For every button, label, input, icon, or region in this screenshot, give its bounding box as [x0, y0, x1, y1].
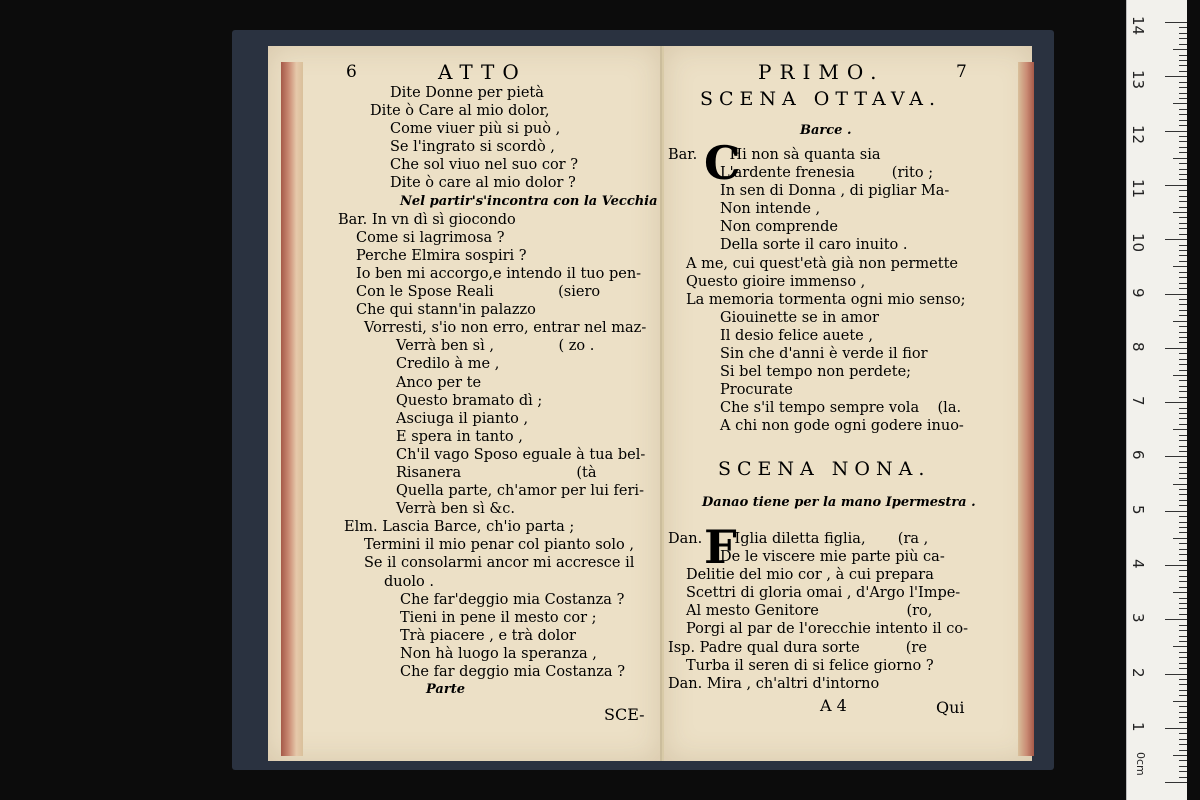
ruler-tick	[1179, 359, 1187, 360]
ruler-tick	[1179, 760, 1187, 761]
ruler-tick	[1179, 391, 1187, 392]
ruler-label: 3	[1129, 613, 1147, 623]
ruler-tick	[1179, 60, 1187, 61]
ruler-tick	[1165, 456, 1187, 457]
verse-line: A chi non gode ogni godere inuo-	[720, 418, 964, 435]
ruler-tick	[1165, 185, 1187, 186]
ruler-tick	[1179, 712, 1187, 713]
ruler-tick	[1179, 706, 1187, 707]
verse-line: Termini il mio penar col pianto solo ,	[364, 537, 634, 554]
ruler-tick	[1179, 543, 1187, 544]
ruler-tick	[1179, 657, 1187, 658]
ruler-tick	[1173, 103, 1187, 104]
ruler-tick	[1179, 467, 1187, 468]
signature-mark: A 4	[820, 696, 847, 715]
ruler-tick	[1179, 494, 1187, 495]
ruler-tick	[1179, 315, 1187, 316]
ruler-tick	[1179, 549, 1187, 550]
ruler-tick	[1179, 277, 1187, 278]
verse-line: Non hà luogo la speranza ,	[400, 645, 597, 662]
verse-line: Come viuer più si può ,	[390, 121, 561, 138]
ruler-tick	[1179, 87, 1187, 88]
ruler-tick	[1165, 782, 1187, 783]
ruler-tick	[1179, 234, 1187, 235]
ruler-tick	[1179, 337, 1187, 338]
ruler-tick	[1179, 38, 1187, 39]
verse-line: Il desio felice auete ,	[720, 327, 873, 344]
ruler-tick	[1179, 179, 1187, 180]
ruler-tick	[1179, 27, 1187, 28]
ruler-tick	[1179, 489, 1187, 490]
ruler-tick	[1179, 522, 1187, 523]
ruler-tick	[1173, 484, 1187, 485]
ruler-tick	[1179, 722, 1187, 723]
ruler-tick	[1179, 245, 1187, 246]
verse-line: Della sorte il caro inuito .	[720, 237, 908, 254]
ruler-label: 5	[1129, 504, 1147, 515]
ruler-tick	[1165, 402, 1187, 403]
ruler-label: 6	[1129, 450, 1147, 460]
ruler-tick	[1179, 733, 1187, 734]
measurement-ruler	[1126, 0, 1187, 800]
ruler-tick	[1179, 516, 1187, 517]
ruler-tick	[1179, 109, 1187, 110]
verse-line: Verrà ben sì , ( zo .	[396, 338, 595, 355]
left-catchword: SCE-	[604, 705, 645, 724]
scene-8-text	[668, 146, 966, 436]
ruler-tick	[1173, 701, 1187, 702]
ruler-tick	[1179, 641, 1187, 642]
ruler-tick	[1179, 174, 1187, 175]
ruler-tick	[1179, 473, 1187, 474]
verse-line: A me, cui quest'età già non permette	[686, 255, 959, 272]
verse-line: Si bel tempo non perdete;	[720, 364, 912, 381]
ruler-tick	[1173, 538, 1187, 539]
ruler-tick	[1179, 744, 1187, 745]
ruler-tick	[1173, 158, 1187, 159]
verse-line: Dite Donne per pietà	[390, 85, 544, 101]
ruler-tick	[1179, 684, 1187, 685]
ruler-label: 1	[1129, 721, 1147, 732]
ruler-tick	[1179, 71, 1187, 72]
verse-line: Questo bramato dì ;	[396, 392, 543, 409]
ruler-tick	[1179, 608, 1187, 609]
ruler-label: 12	[1129, 124, 1147, 144]
verse-line: Che sol viuo nel suo cor ?	[390, 157, 578, 174]
ruler-tick	[1179, 326, 1187, 327]
ruler-tick	[1179, 147, 1187, 148]
left-page-text	[338, 84, 658, 699]
left-page-number: 6	[346, 62, 357, 82]
ruler-tick	[1179, 288, 1187, 289]
right-page-number: 7	[956, 62, 967, 82]
ruler-tick	[1179, 332, 1187, 333]
ruler-tick	[1173, 49, 1187, 50]
ruler-tick	[1179, 462, 1187, 463]
ruler-tick	[1179, 598, 1187, 599]
ruler-tick	[1179, 630, 1187, 631]
verse-line: In sen di Donna , di pigliar Ma-	[720, 183, 950, 200]
ruler-tick	[1179, 141, 1187, 142]
ruler-tick	[1165, 728, 1187, 729]
ruler-tick	[1179, 310, 1187, 311]
ruler-tick	[1179, 228, 1187, 229]
ruler-label: 13	[1129, 70, 1147, 90]
ruler-tick	[1165, 348, 1187, 349]
scene-8-character: Barce .	[800, 123, 852, 138]
ruler-tick	[1179, 695, 1187, 696]
verse-line: Trà piacere , e trà dolor	[400, 627, 576, 644]
ruler-tick	[1179, 505, 1187, 506]
ruler-tick	[1173, 592, 1187, 593]
ruler-tick	[1179, 190, 1187, 191]
verse-line: Se l'ingrato si scordò ,	[390, 139, 555, 156]
scene-9-text	[668, 530, 968, 693]
ruler-tick	[1173, 212, 1187, 213]
verse-line: Dan. Iglia diletta figlia, (ra ,	[668, 531, 929, 547]
verse-line: Sin che d'anni è verde il fior	[720, 346, 928, 363]
verse-line: Asciuga il pianto ,	[396, 410, 529, 427]
ruler-tick	[1165, 22, 1187, 23]
ruler-tick	[1165, 565, 1187, 566]
ruler-tick	[1179, 65, 1187, 66]
right-catchword: Qui	[936, 698, 965, 717]
verse-line: Dan. Mira , ch'altri d'intorno	[668, 675, 880, 692]
ruler-tick	[1173, 646, 1187, 647]
verse-line: Dite ò care al mio dolor ?	[390, 175, 576, 192]
ruler-tick	[1179, 255, 1187, 256]
ruler-tick	[1179, 418, 1187, 419]
ruler-label: 9	[1129, 287, 1147, 298]
verse-line: Elm. Lascia Barce, ch'io parta ;	[344, 519, 575, 536]
ruler-label: 14	[1129, 16, 1147, 36]
ruler-tick	[1179, 342, 1187, 343]
ruler-tick	[1179, 125, 1187, 126]
ruler-tick	[1179, 93, 1187, 94]
ruler-tick	[1165, 76, 1187, 77]
ruler-tick	[1165, 619, 1187, 620]
ruler-tick	[1173, 266, 1187, 267]
verse-line: Procurate	[720, 382, 793, 399]
ruler-tick	[1179, 386, 1187, 387]
ruler-tick	[1179, 424, 1187, 425]
ruler-label: 4	[1129, 559, 1147, 569]
ruler-tick	[1179, 261, 1187, 262]
ruler-tick	[1179, 223, 1187, 224]
ruler-tick	[1165, 674, 1187, 675]
ruler-tick	[1179, 652, 1187, 653]
ruler-tick	[1179, 581, 1187, 582]
ruler-unit: 0cm	[1134, 752, 1147, 776]
verse-line: Che s'il tempo sempre vola (la.	[720, 400, 962, 417]
verse-line: Nel partir's'incontra con la Vecchia	[400, 193, 658, 209]
ruler-tick	[1165, 294, 1187, 295]
ruler-tick	[1179, 560, 1187, 561]
ruler-tick	[1179, 44, 1187, 45]
ruler-tick	[1173, 755, 1187, 756]
ruler-tick	[1179, 33, 1187, 34]
verse-line: Quella parte, ch'amor per lui feri-	[396, 483, 644, 500]
ruler-label: 11	[1129, 178, 1147, 198]
ruler-tick	[1179, 766, 1187, 767]
ruler-tick	[1179, 440, 1187, 441]
verse-line: Vorresti, s'io non erro, entrar nel maz-	[364, 320, 647, 337]
ruler-tick	[1179, 136, 1187, 137]
ruler-tick	[1179, 207, 1187, 208]
verse-line: Delitie del mio cor , à cui prepara	[686, 567, 934, 584]
ruler-tick	[1173, 321, 1187, 322]
ruler-label: 10	[1129, 233, 1147, 253]
ruler-tick	[1179, 636, 1187, 637]
ruler-tick	[1179, 353, 1187, 354]
right-running-head: PRIMO.	[758, 60, 885, 84]
ruler-tick	[1179, 527, 1187, 528]
left-running-head: ATTO	[438, 60, 527, 84]
ruler-tick	[1179, 163, 1187, 164]
ruler-tick	[1179, 114, 1187, 115]
verse-line: Questo gioire immenso ,	[686, 273, 866, 290]
ruler-tick	[1179, 777, 1187, 778]
verse-line: Parte	[426, 682, 465, 698]
ruler-tick	[1179, 603, 1187, 604]
ruler-tick	[1179, 532, 1187, 533]
ruler-tick	[1179, 576, 1187, 577]
ruler-tick	[1173, 429, 1187, 430]
ruler-tick	[1179, 690, 1187, 691]
ruler-tick	[1179, 663, 1187, 664]
verse-line: Tieni in pene il mesto cor ;	[400, 609, 597, 626]
scene-9-character: Danao tiene per la mano Ipermestra .	[702, 495, 976, 510]
verse-line: De le viscere mie parte più ca-	[720, 549, 945, 566]
verse-line: E spera in tanto ,	[396, 428, 523, 445]
scene-9-dropcap: F	[704, 520, 737, 574]
ruler-tick	[1179, 500, 1187, 501]
ruler-tick	[1179, 364, 1187, 365]
ruler-label: 7	[1129, 396, 1147, 406]
verse-line: Che far deggio mia Costanza ?	[400, 664, 625, 680]
ruler-tick	[1179, 570, 1187, 571]
ruler-tick	[1179, 614, 1187, 615]
verse-line: Non intende ,	[720, 201, 821, 218]
verse-line: Giouinette se in amor	[720, 309, 879, 326]
ruler-tick	[1179, 478, 1187, 479]
ruler-tick	[1179, 397, 1187, 398]
verse-line: Che qui stann'in palazzo	[356, 302, 536, 319]
verse-line: Ch'il vago Sposo eguale à tua bel-	[396, 446, 646, 463]
verse-line: L'ardente frenesia (rito ;	[720, 165, 934, 182]
ruler-tick	[1179, 668, 1187, 669]
verse-line: Bar. In vn dì sì giocondo	[338, 211, 516, 228]
ruler-tick	[1179, 169, 1187, 170]
ruler-tick	[1179, 554, 1187, 555]
verse-line: Turba il seren di si felice giorno ?	[686, 657, 934, 674]
ruler-tick	[1179, 370, 1187, 371]
ruler-tick	[1179, 98, 1187, 99]
ruler-tick	[1179, 55, 1187, 56]
verse-line: Perche Elmira sospiri ?	[356, 247, 527, 264]
ruler-tick	[1179, 152, 1187, 153]
verse-line: Porgi al par de l'orecchie intento il co-	[686, 621, 968, 638]
ruler-tick	[1179, 717, 1187, 718]
ruler-tick	[1179, 217, 1187, 218]
right-page-edge	[1018, 62, 1034, 756]
scene-8-title: SCENA OTTAVA.	[700, 88, 942, 110]
ruler-tick	[1179, 771, 1187, 772]
ruler-tick	[1179, 446, 1187, 447]
ruler-tick	[1165, 131, 1187, 132]
ruler-tick	[1179, 196, 1187, 197]
ruler-tick	[1179, 120, 1187, 121]
left-page-edge	[281, 62, 303, 756]
ruler-label: 2	[1129, 667, 1147, 678]
ruler-tick	[1179, 587, 1187, 588]
ruler-tick	[1179, 413, 1187, 414]
ruler-tick	[1179, 435, 1187, 436]
ruler-tick	[1179, 380, 1187, 381]
verse-line: Che far'deggio mia Costanza ?	[400, 591, 625, 608]
verse-line: Verrà ben sì &c.	[396, 501, 515, 518]
ruler-tick	[1165, 511, 1187, 512]
ruler-tick	[1179, 679, 1187, 680]
ruler-label: 8	[1129, 341, 1147, 352]
verse-line: Anco per te	[396, 374, 482, 391]
verse-line: Non comprende	[720, 219, 838, 236]
ruler-tick	[1179, 299, 1187, 300]
ruler-tick	[1165, 239, 1187, 240]
verse-line: La memoria tormenta ogni mio senso;	[686, 291, 966, 308]
ruler-tick	[1179, 739, 1187, 740]
verse-line: Scettri di gloria omai , d'Argo l'Impe-	[686, 585, 961, 602]
ruler-tick	[1179, 750, 1187, 751]
ruler-tick	[1179, 283, 1187, 284]
ruler-tick	[1179, 201, 1187, 202]
ruler-tick	[1179, 250, 1187, 251]
ruler-tick	[1173, 375, 1187, 376]
ruler-tick	[1179, 625, 1187, 626]
verse-line: Con le Spose Reali (siero	[356, 284, 601, 301]
ruler-tick	[1179, 272, 1187, 273]
verse-line: Al mesto Genitore (ro,	[686, 603, 933, 620]
verse-line: Isp. Padre qual dura sorte (re	[668, 639, 927, 656]
verse-line: Risanera (tà	[396, 464, 597, 481]
verse-line: Se il consolarmi ancor mi accresce il	[364, 555, 635, 572]
ruler-tick	[1179, 408, 1187, 409]
scene-9-title: SCENA NONA.	[718, 458, 931, 480]
scene-8-dropcap: C	[704, 136, 741, 190]
ruler-tick	[1179, 304, 1187, 305]
verse-line: Bar. Hi non sà quanta sia	[668, 147, 881, 163]
verse-line: Come si lagrimosa ?	[356, 229, 505, 246]
verse-line: Io ben mi accorgo,e intendo il tuo pen-	[356, 265, 642, 282]
verse-line: duolo .	[384, 573, 434, 590]
ruler-tick	[1179, 451, 1187, 452]
ruler-tick	[1179, 82, 1187, 83]
verse-line: Dite ò Care al mio dolor,	[370, 103, 550, 120]
verse-line: Credilo à me ,	[396, 356, 500, 373]
